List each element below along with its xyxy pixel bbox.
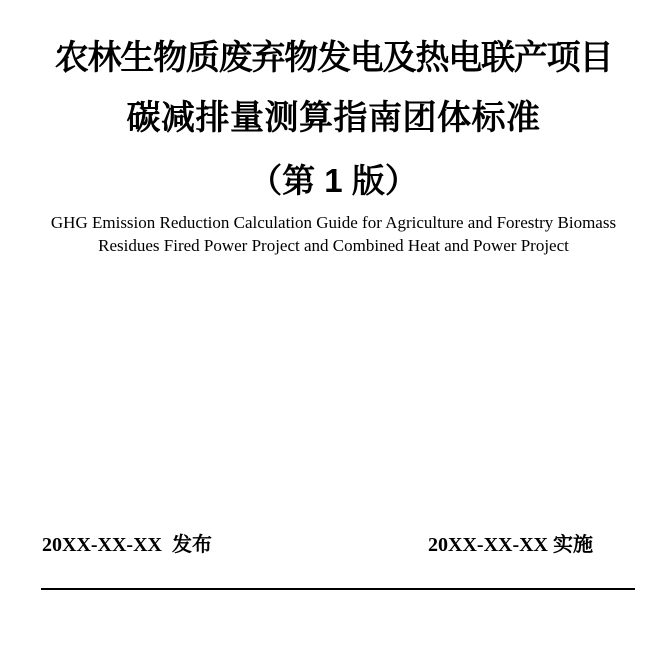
title-line-2: 碳减排量测算指南团体标准 bbox=[126, 99, 541, 137]
english-subtitle bbox=[0, 211, 667, 257]
english-subtitle-line-2: Residues Fired Power Project and Combined Heat and Power Project bbox=[98, 236, 569, 255]
release-date-label: 20XX-XX-XX 发布 bbox=[42, 534, 212, 556]
title-line-1: 农林生物质废弃物发电及热电联产项目 bbox=[54, 39, 613, 77]
dates-row bbox=[42, 533, 593, 557]
english-subtitle-line-1: GHG Emission Reduction Calculation Guide for Agriculture and Forestry Biomass bbox=[50, 213, 617, 232]
edition-line: （第 1 版） bbox=[249, 162, 418, 199]
separator-rule bbox=[41, 588, 635, 590]
implement-date-label: 20XX-XX-XX 实施 bbox=[428, 534, 593, 556]
